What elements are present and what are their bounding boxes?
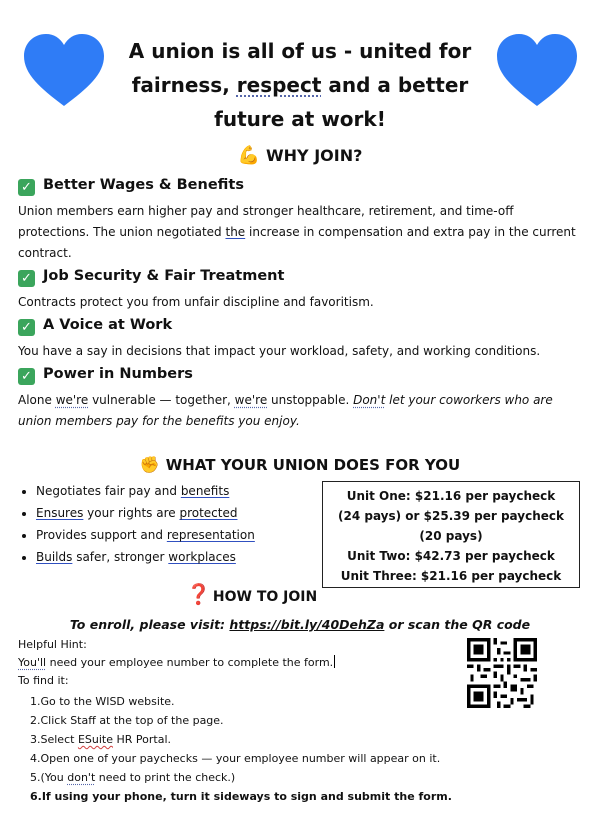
page-title <box>110 34 490 136</box>
hint-label: Helpful Hint: <box>18 638 87 651</box>
blue-heart-icon-left <box>22 32 106 108</box>
pay-line-1: Unit One: $21.16 per paycheck <box>346 489 556 503</box>
list-item <box>36 480 255 502</box>
step-6: 6.If using your phone, turn it sideways to sign and submit the form. <box>30 790 452 803</box>
list-item <box>36 546 255 568</box>
title-line-2 <box>110 68 490 102</box>
section-body-security: Contracts protect you from unfair discipline and favoritism. <box>18 295 374 309</box>
section-heading-power-text: Power in Numbers <box>43 366 193 382</box>
hint-line <box>18 654 335 672</box>
step-5-c: need to print the check.) <box>95 771 236 784</box>
section-heading-power <box>18 366 193 385</box>
section-body-wages-a: Union members earn higher pay and stronger healthcare, retirement, and time-off protections. The union negotiated <box>18 204 514 239</box>
power-e: unstoppable. <box>267 393 354 407</box>
section-body-wages-b: the <box>225 225 246 239</box>
step-1: 1.Go to the WISD website. <box>30 695 175 708</box>
how-to-join-title: HOW TO JOIN <box>212 589 318 605</box>
enroll-link[interactable]: https://bit.ly/40DehZa <box>229 617 385 632</box>
pay-line-3: (20 pays) <box>419 529 483 543</box>
title-line-1: A union is all of us - united for <box>128 39 472 63</box>
pay-line-5: Unit Three: $21.16 per paycheck <box>340 569 562 583</box>
pay-rates-box <box>322 481 580 588</box>
power-b: we're <box>55 393 89 407</box>
power-a: Alone <box>18 393 56 407</box>
pay-line-2: (24 pays) or $25.39 per paycheck <box>338 509 564 523</box>
power-f: Don't <box>353 393 386 407</box>
blue-heart-icon-right <box>495 32 579 108</box>
step-2: 2.Click Staff at the top of the page. <box>30 714 224 727</box>
section-heading-voice-text: A Voice at Work <box>43 317 173 333</box>
step-4: 4.Open one of your paychecks — your employee number will appear on it. <box>30 752 441 765</box>
bullet-2-b: representation <box>166 528 255 542</box>
power-c: vulnerable — together, <box>88 393 235 407</box>
section-heading-wages-text: Better Wages & Benefits <box>43 177 244 193</box>
title-line-3: future at work! <box>214 107 386 131</box>
title-line-2-b: respect <box>236 73 322 97</box>
flexed-biceps-icon: 💪 <box>237 145 261 166</box>
steps-list <box>30 692 452 806</box>
bullet-0-b: benefits <box>180 484 230 498</box>
step-5-b: don't <box>67 771 96 784</box>
check-mark-icon: ✓ <box>18 179 35 196</box>
hint-find: To find it: <box>18 674 69 687</box>
qr-code-icon[interactable] <box>467 638 537 708</box>
union-benefits-list <box>18 480 255 568</box>
step-3-a: 3.Select <box>30 733 78 746</box>
raised-fist-icon: ✊ <box>139 455 160 474</box>
step-3 <box>30 730 452 749</box>
section-body-wages <box>18 201 584 264</box>
step-3-c: HR Portal. <box>112 733 171 746</box>
bullet-3-b: Builds <box>36 550 73 564</box>
helpful-hint <box>18 636 335 690</box>
bullet-1-d: protected <box>179 506 238 520</box>
section-heading-security <box>18 268 284 287</box>
step-3-b: ESuite <box>77 733 113 746</box>
section-body-voice: You have a say in decisions that impact your workload, safety, and working conditions. <box>18 344 541 358</box>
bullet-2-a: Provides support and <box>36 528 167 542</box>
section-heading-wages <box>18 177 244 196</box>
bullet-0-a: Negotiates fair pay and <box>36 484 181 498</box>
bullet-1-b: Ensures <box>36 506 84 520</box>
list-item <box>36 524 255 546</box>
section-heading-security-text: Job Security & Fair Treatment <box>43 268 285 284</box>
section-body-wages-c: increase in compensation and extra pay in the current contract. <box>18 225 576 260</box>
how-to-join-heading <box>186 582 317 606</box>
power-g: let your coworkers who are union members pay for the benefits you enjoy. <box>18 393 553 428</box>
enroll-b: or scan the QR code <box>384 617 531 632</box>
question-mark-icon: ❓ <box>186 582 211 606</box>
section-heading-voice <box>18 317 172 336</box>
step-5-a: 5.(You <box>30 771 68 784</box>
hint-line-a: You'll <box>18 656 47 669</box>
title-line-2-c: and a better <box>321 73 469 97</box>
step-5 <box>30 768 452 787</box>
what-union-does-heading <box>0 455 600 474</box>
check-mark-icon: ✓ <box>18 270 35 287</box>
bullet-1-c: your rights are <box>83 506 180 520</box>
why-join-heading <box>0 145 600 166</box>
check-mark-icon: ✓ <box>18 368 35 385</box>
text-cursor <box>334 655 335 668</box>
title-line-2-a: fairness, <box>131 73 237 97</box>
check-mark-icon: ✓ <box>18 319 35 336</box>
section-body-power <box>18 390 584 432</box>
enroll-a: To enroll, please visit: <box>69 617 230 632</box>
bullet-3-c: safer, stronger <box>72 550 169 564</box>
pay-line-4: Unit Two: $42.73 per paycheck <box>347 549 555 563</box>
list-item <box>36 502 255 524</box>
bullet-3-d: workplaces <box>168 550 236 564</box>
power-d: we're <box>234 393 268 407</box>
enroll-instructions <box>0 617 600 632</box>
hint-line-b: need your employee number to complete the form. <box>46 656 334 669</box>
what-union-does-title: WHAT YOUR UNION DOES FOR YOU <box>165 456 461 474</box>
why-join-title: WHY JOIN? <box>266 146 363 165</box>
